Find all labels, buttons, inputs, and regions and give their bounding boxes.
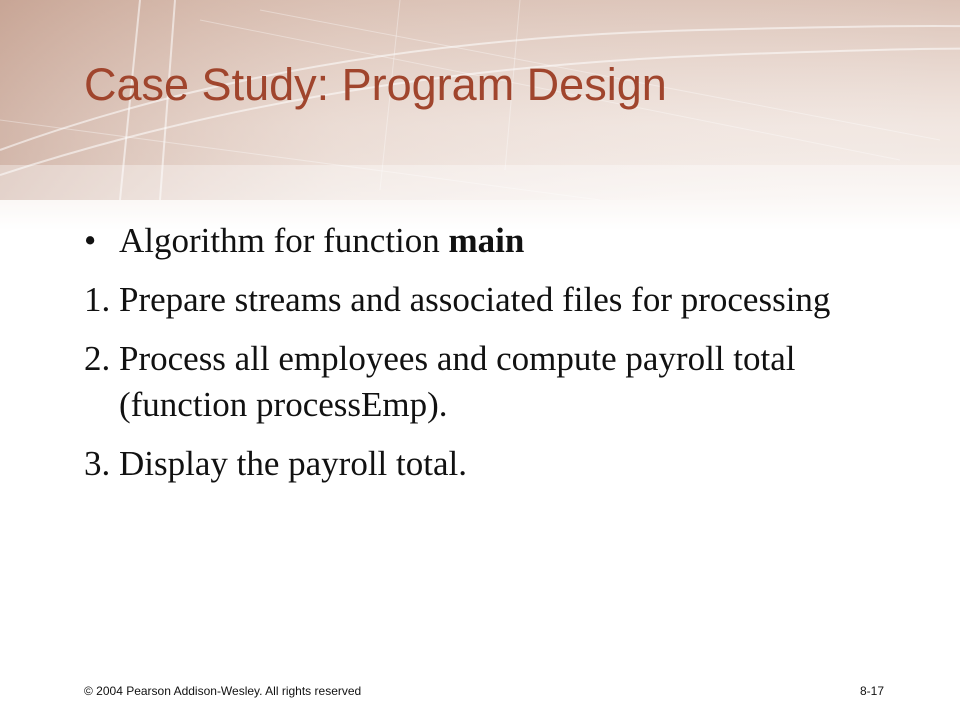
step-item-2: 2. Process all employees and compute payroll total (function processEmp). — [84, 339, 796, 424]
bullet-keyword: main — [448, 221, 525, 260]
footer-copyright: © 2004 Pearson Addison-Wesley. All rights reserved — [84, 684, 362, 698]
bullet-text: Algorithm for function — [119, 221, 449, 260]
slide-title: Case Study: Program Design — [84, 59, 667, 110]
bullet-item — [84, 218, 884, 264]
step-item-3: 3. Display the payroll total. — [84, 444, 467, 483]
slide-body — [84, 218, 884, 500]
step-item-1: 1. Prepare streams and associated files for processing — [84, 280, 831, 319]
footer-page-number: 8-17 — [859, 684, 884, 698]
bullet-icon: • — [84, 221, 97, 260]
bridge-header-graphic — [0, 0, 960, 230]
